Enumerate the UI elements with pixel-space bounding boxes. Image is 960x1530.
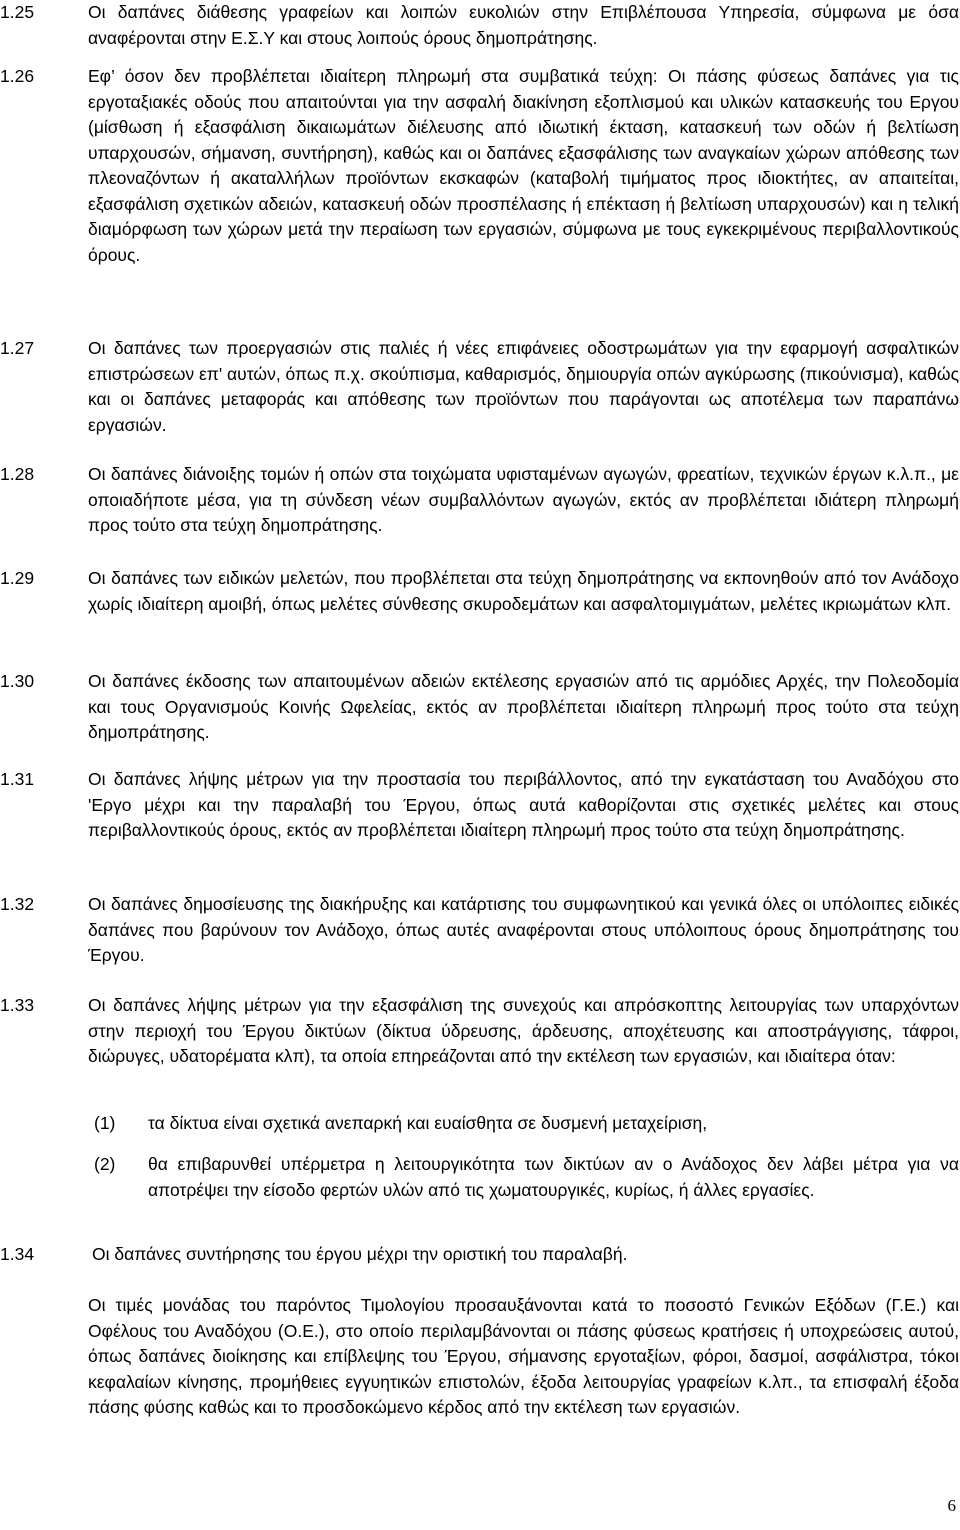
clause-number: 1.33 bbox=[0, 995, 35, 1015]
clause-text: Οι δαπάνες συντήρησης του έργου μέχρι την οριστική του παραλαβή. bbox=[92, 1244, 628, 1264]
clause-text: Οι δαπάνες διάνοιξης τομών ή οπών στα τοιχώματα υφισταμένων αγωγών, φρεατίων, τεχνικών έργων κ.λ.π., με οποιαδήποτε μέσα, για τη σύνδεση νέων συμβαλλόντων αγωγών, εκτός αν προβλέπεται ιδιάτερη πληρωμή προς τούτο στα τεύχη δημοπράτησης. bbox=[88, 464, 959, 535]
clause-text: Οι δαπάνες λήψης μέτρων για την εξασφάλιση της συνεχούς και απρόσκοπτης λειτουργίας των υπαρχόντων στην περιοχή του Έργου δικτύων (δίκτυα ύδρευσης, άρδευσης, αποχέτευσης και αποστράγγισης, τάφροι, διώρυγες, υδατορέματα κλπ), τα οποία επηρεάζονται από την εκτέλεση των εργασιών, και ιδιαίτερα όταν: bbox=[88, 995, 959, 1066]
clause-text: Εφ’ όσον δεν προβλέπεται ιδιαίτερη πληρωμή στα συμβατικά τεύχη: Οι πάσης φύσεως δαπάνες για τις εργοταξιακές οδούς που απαιτούνται για την ασφαλή διακίνηση εξοπλισμού και υλικών κατασκευής του Εργου (μίσθωση ή εξασφάλιση δικαιωμάτων διέλευσης από ιδιωτική έκταση, κατασκευή των οδών ή βελτίωση υπαρχουσών, σήμανση, συντήρηση), καθώς και οι δαπάνες εξασφάλισης των αναγκαίων χώρων απόθεσης των πλεοναζόντων ή ακαταλλήλων προϊόντων εκσκαφών (καταβολή τιμήματος προς ιδιοκτήτες, αν απαιτείται, εξασφάλιση σχετικών αδειών, κατασκευή οδών προσπέλασης ή επέκταση ή βελτίωση υπαρχουσών) και η τελική διαμόρφωση των χώρων μετά την περαίωση των εργασιών, σύμφωνα με τους εγκεκριμένους περιβαλλοντικούς όρους. bbox=[88, 66, 959, 265]
subitem-text: θα επιβαρυνθεί υπέρμετρα η λειτουργικότητα των δικτύων αν ο Ανάδοχος δεν λάβει μέτρα για να αποτρέψει την είσοδο φερτών υλών από τις χωματουργικές, κυρίως, ή άλλες εργασίες. bbox=[148, 1154, 959, 1200]
subitem-number: (1) bbox=[94, 1113, 116, 1133]
clause-number: 1.26 bbox=[0, 66, 35, 86]
clause-number: 1.32 bbox=[0, 894, 35, 914]
clause-text: Οι δαπάνες των προεργασιών στις παλιές ή νέες επιφάνειες οδοστρωμάτων για την εφαρμογή ασφαλτικών επιστρώσεων επ' αυτών, όπως π.χ. σκούπισμα, καθαρισμός, δημιουργία οπών αγκύρωσης (πικούνισμα), καθώς και οι δαπάνες μεταφοράς και απόθεσης των προϊόντων που παράγονται ως αποτέλεμα των παραπάνω εργασιών. bbox=[88, 338, 959, 435]
clause-number: 1.31 bbox=[0, 769, 35, 789]
page-number: 6 bbox=[947, 1496, 956, 1515]
clause-text: Οι δαπάνες δημοσίευσης της διακήρυξης και κατάρτισης του συμφωνητικού και γενικά όλες οι υπόλοιπες ειδικές δαπάνες που βαρύνουν τον Ανάδοχο, όπως αυτές αναφέρονται στους υπόλοιπους όρους δημοπράτησης του Έργου. bbox=[88, 894, 959, 965]
clause-number: 1.34 bbox=[0, 1244, 35, 1264]
clause-text: Οι δαπάνες των ειδικών μελετών, που προβλέπεται στα τεύχη δημοπράτησης να εκπονηθούν από τον Ανάδοχο χωρίς ιδιαίτερη αμοιβή, όπως μελέτες σύνθεσης σκυροδεμάτων και ασφαλτομιγμάτων, μελέτες ικριωμάτων κλπ. bbox=[88, 568, 959, 614]
clause-number: 1.29 bbox=[0, 568, 35, 588]
subitem-number: (2) bbox=[94, 1154, 116, 1174]
closing-paragraph: Οι τιμές μονάδας του παρόντος Τιμολογίου προσαυξάνονται κατά το ποσοστό Γενικών Εξόδων (Γ.Ε.) και Οφέλους του Αναδόχου (Ο.Ε.), στο οποίο περιλαμβάνονται οι πάσης φύσεως κρατήσεις ή υποχρεώσεις αυτού, όπως δαπάνες διοίκησης και επίβλεψης του Έργου, σήμανσης εργοταξίων, φόροι, δασμοί, ασφάλιστρα, τόκοι κεφαλαίων κίνησης, προμήθειες εγγυητικών επιστολών, έξοδα λειτουργίας γραφείων κ.λπ., τα επισφαλή έξοδα πάσης φύσης καθώς και το προσδοκώμενο κέρδος από την εκτέλεση των εργασιών. bbox=[88, 1295, 959, 1417]
subitem-text: τα δίκτυα είναι σχετικά ανεπαρκή και ευαίσθητα σε δυσμενή μεταχείριση, bbox=[148, 1113, 708, 1133]
clause-text: Οι δαπάνες διάθεσης γραφείων και λοιπών ευκολιών στην Επιβλέπουσα Υπηρεσία, σύμφωνα με όσα αναφέρονται στην Ε.Σ.Υ και στους λοιπούς όρους δημοπράτησης. bbox=[88, 2, 959, 48]
clause-number: 1.25 bbox=[0, 2, 35, 22]
clause-number: 1.28 bbox=[0, 464, 35, 484]
clause-number: 1.27 bbox=[0, 338, 35, 358]
clause-text: Οι δαπάνες λήψης μέτρων για την προστασία του περιβάλλοντος, από την εγκατάσταση του Αναδόχου στο 'Εργο μέχρι και την παραλαβή του Έργου, όπως αυτά καθορίζονται στις σχετικές μελέτες και στους περιβαλλοντικούς όρους, εκτός αν προβλέπεται ιδιαίτερη πληρωμή προς τούτο στα τεύχη δημοπράτησης. bbox=[88, 769, 959, 840]
clause-number: 1.30 bbox=[0, 671, 35, 691]
clause-text: Οι δαπάνες έκδοσης των απαιτουμένων αδειών εκτέλεσης εργασιών από τις αρμόδιες Αρχές, την Πολεοδομία και τους Οργανισμούς Κοινής Ωφελείας, εκτός αν προβλέπεται ιδιαίτερη πληρωμή προς τούτο στα τεύχη δημοπράτησης. bbox=[88, 671, 959, 742]
